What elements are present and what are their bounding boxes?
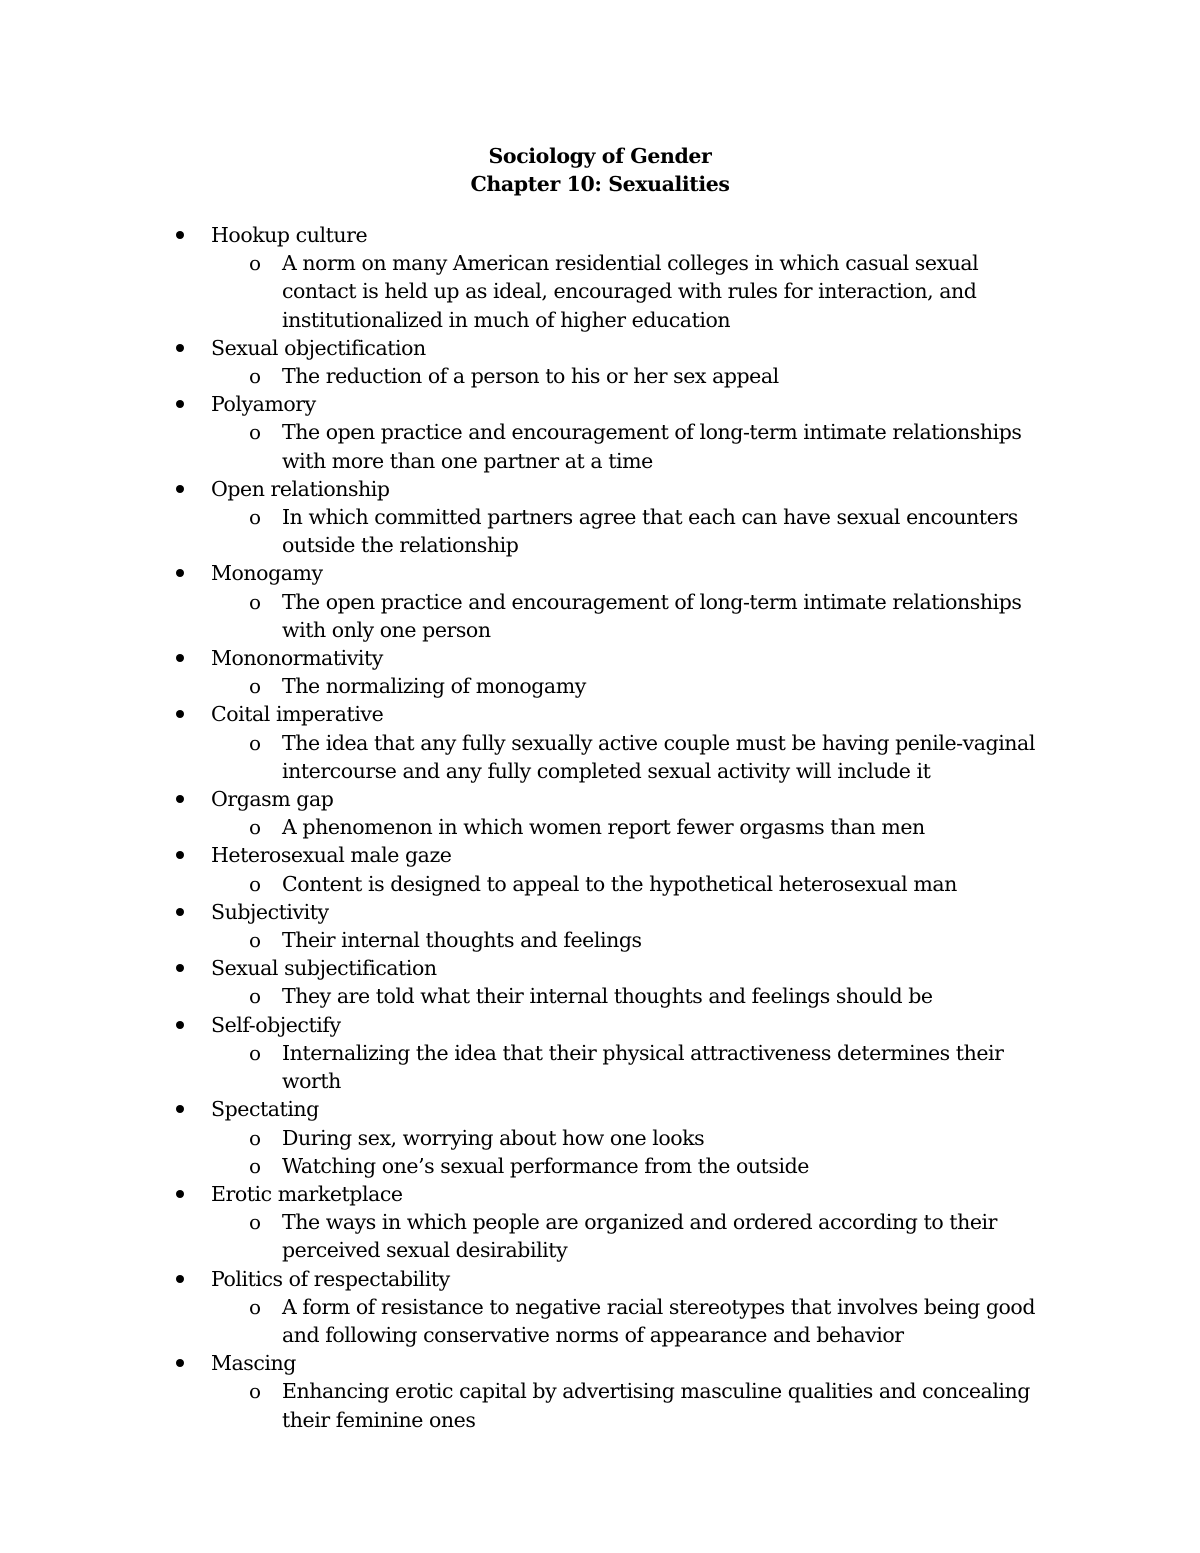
definition-text: Internalizing the idea that their physical attractiveness determines their worth [282,1040,1004,1094]
definition-text: Content is designed to appeal to the hypothetical heterosexual man [282,871,957,896]
bullet-icon [176,1275,184,1283]
definition-text: The ways in which people are organized and ordered according to their perceived sexual desirability [282,1210,997,1263]
bullet-icon [176,795,184,803]
term-label: Polyamory [211,392,316,417]
definition-row [0,362,1052,390]
bullet-icon [176,485,184,493]
list-item [0,954,1200,1010]
definition-row [0,982,1052,1010]
bullet-icon [176,1190,184,1198]
definition-text: The open practice and encouragement of long-term intimate relationships with only one person [282,589,1022,642]
bullet-icon [176,1105,184,1113]
term-label: Mascing [211,1351,296,1376]
definition-text: The normalizing of monogamy [282,674,586,699]
term-row [0,475,1200,503]
term-row [0,898,1200,926]
list-item [0,334,1200,390]
definition-row [0,1152,1052,1180]
sub-bullet-icon: o [249,589,261,614]
list-item [0,221,1200,334]
list-item [0,390,1200,475]
bullet-icon [176,964,184,972]
definition-row [0,870,1052,898]
definition-row [0,1039,1052,1095]
sub-bullet-icon: o [249,1153,261,1178]
list-item [0,1265,1200,1350]
list-item [0,475,1200,560]
sub-bullet-icon: o [249,815,261,840]
definition-text: A phenomenon in which women report fewer orgasms than men [282,815,925,840]
term-row [0,954,1200,982]
sub-bullet-icon: o [249,1040,261,1065]
term-label: Hookup culture [211,223,368,247]
definition-row [0,503,1052,559]
term-row [0,390,1200,418]
definition-text: In which committed partners agree that each can have sexual encounters outside the relationship [282,505,1018,558]
definition-row [0,672,1052,700]
definition-row [0,1208,1052,1264]
term-label: Heterosexual male gaze [211,843,452,868]
term-row [0,559,1200,587]
document-header [0,142,1200,198]
sub-bullet-icon: o [249,871,261,896]
list-item [0,898,1200,954]
document-title: Sociology of Gender [488,144,712,168]
definition-row [0,249,1052,334]
sub-bullet-icon: o [249,674,261,699]
bullet-icon [176,400,184,408]
bullet-icon [176,344,184,352]
term-label: Sexual subjectification [211,956,437,981]
term-row [0,1265,1200,1293]
term-row [0,1011,1200,1039]
bullet-icon [176,569,184,577]
bullet-icon [176,1359,184,1367]
sub-bullet-icon: o [249,1210,261,1235]
term-row [0,1180,1200,1208]
term-row [0,334,1200,362]
definition-row [0,813,1052,841]
definition-text: Watching one’s sexual performance from the outside [282,1153,809,1178]
term-label: Erotic marketplace [211,1181,403,1206]
definition-text: The idea that any fully sexually active couple must be having penile-vaginal intercourse and any fully completed sexual activity will include it [282,730,1035,783]
definition-text: They are told what their internal thoughts and feelings should be [282,984,933,1009]
term-outline [0,221,1200,1434]
term-label: Sexual objectification [211,335,426,360]
list-item [0,1349,1200,1434]
term-row [0,1095,1200,1123]
definition-text: Enhancing erotic capital by advertising masculine qualities and concealing their feminine ones [282,1379,1030,1432]
term-label: Self-objectify [211,1012,341,1037]
definition-row [0,418,1052,474]
definition-text: The open practice and encouragement of long-term intimate relationships with more than one partner at a time [282,420,1022,473]
list-item [0,785,1200,841]
bullet-icon [176,710,184,718]
definition-row [0,1124,1052,1152]
sub-bullet-icon: o [249,505,261,530]
list-item [0,1180,1200,1265]
definition-text: A form of resistance to negative racial stereotypes that involves being good and following conservative norms of appearance and behavior [282,1294,1035,1347]
term-label: Politics of respectability [211,1266,450,1291]
sub-bullet-icon: o [249,730,261,755]
definition-row [0,1377,1052,1433]
term-label: Orgasm gap [211,787,334,812]
term-row [0,1349,1200,1377]
definition-row [0,926,1052,954]
definition-row [0,729,1052,785]
chapter-title: Chapter 10: Sexualities [470,172,730,196]
sub-bullet-icon: o [249,1125,261,1150]
sub-bullet-icon: o [249,928,261,953]
sub-bullet-icon: o [249,364,261,389]
list-item [0,841,1200,897]
bullet-icon [176,851,184,859]
list-item [0,644,1200,700]
list-item [0,559,1200,644]
sub-bullet-icon: o [249,251,261,276]
term-row [0,785,1200,813]
term-label: Coital imperative [211,702,384,727]
bullet-icon [176,908,184,916]
list-item [0,1011,1200,1096]
definition-text: The reduction of a person to his or her sex appeal [282,364,779,389]
sub-bullet-icon: o [249,1379,261,1404]
term-label: Open relationship [211,476,390,501]
list-item [0,700,1200,785]
definition-row [0,588,1052,644]
bullet-icon [176,231,184,239]
definition-row [0,1293,1052,1349]
definition-text: During sex, worrying about how one looks [282,1125,705,1150]
list-item [0,1095,1200,1180]
bullet-icon [176,1021,184,1029]
sub-bullet-icon: o [249,420,261,445]
term-row [0,221,1200,249]
term-row [0,700,1200,728]
term-label: Mononormativity [211,646,383,671]
bullet-icon [176,654,184,662]
definition-text: A norm on many American residential colleges in which casual sexual contact is held up as ideal, encouraged with rules for interaction, and institutionalized in much of higher education [282,251,979,332]
term-row [0,644,1200,672]
term-row [0,841,1200,869]
definition-text: Their internal thoughts and feelings [282,928,642,953]
sub-bullet-icon: o [249,984,261,1009]
term-label: Monogamy [211,561,323,586]
term-label: Spectating [211,1097,319,1122]
sub-bullet-icon: o [249,1294,261,1319]
term-label: Subjectivity [211,899,329,924]
